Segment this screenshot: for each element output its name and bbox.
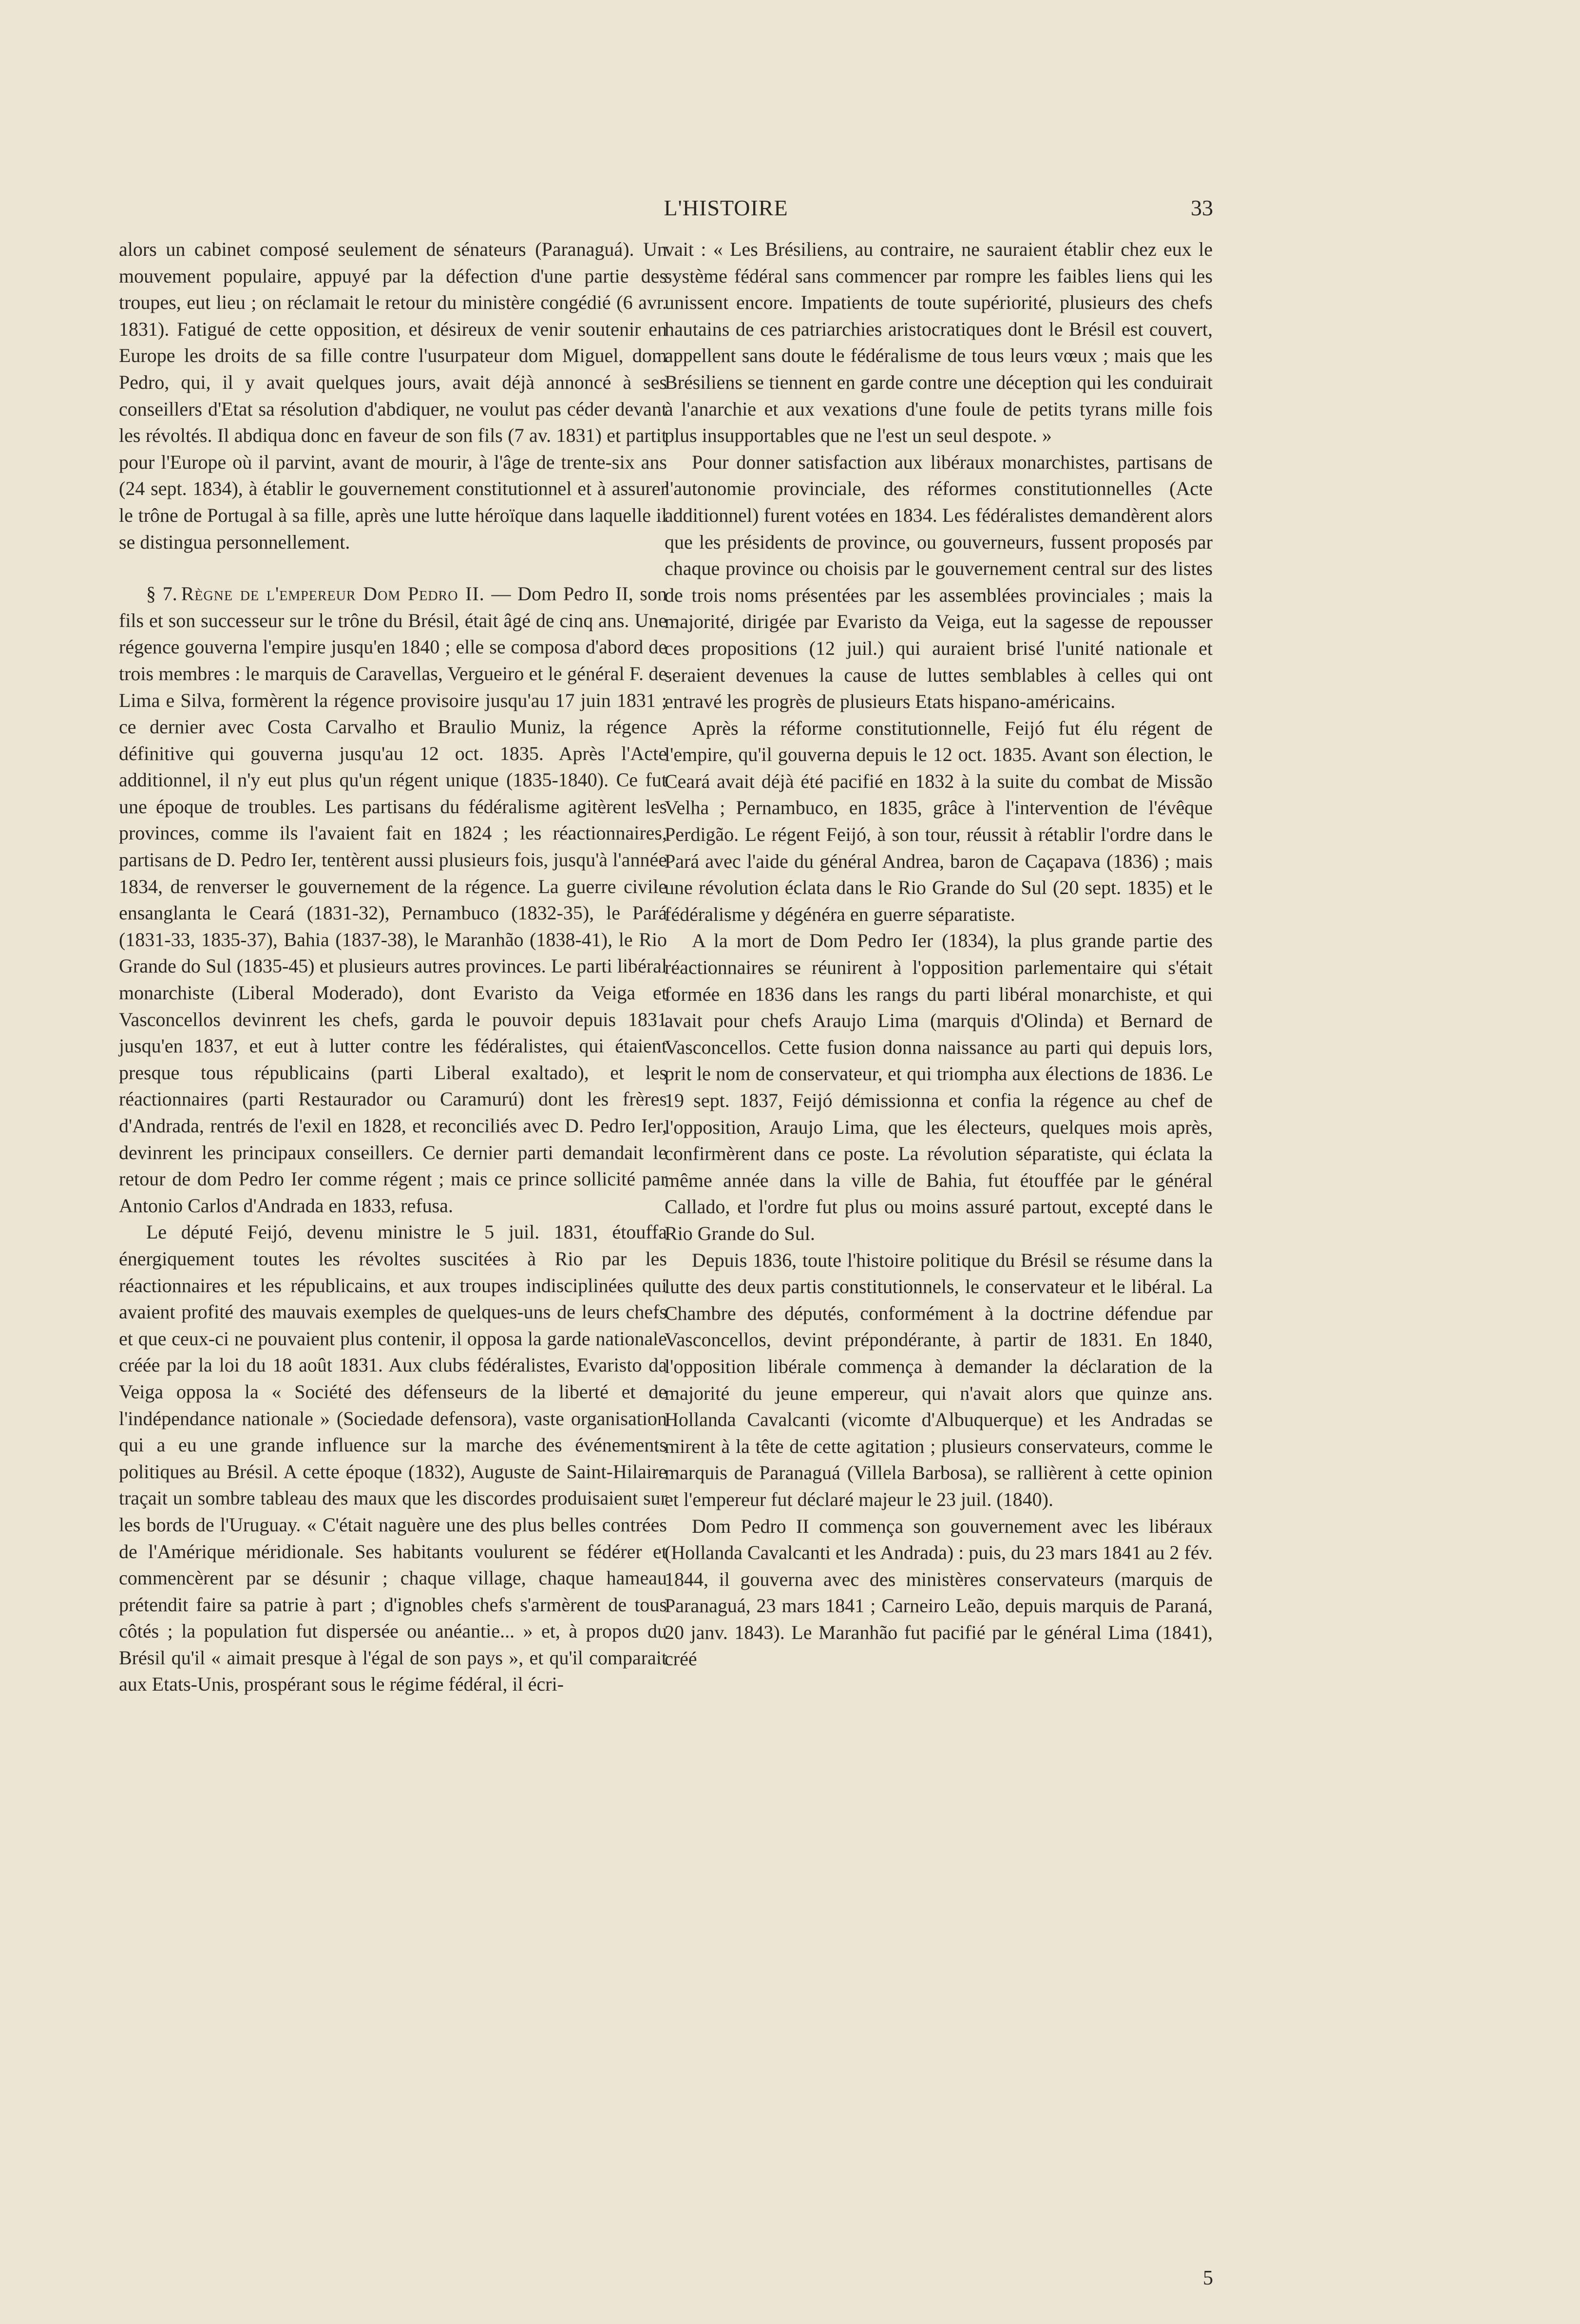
- paragraph: alors un cabinet composé seulement de sénateurs (Paranaguá). Un mouvement populaire, appuyé par la défection d'une partie des troupes, eut lieu ; on réclamait le retour du ministère congédié (6 avr. 1831). Fatigué de cette opposition, et désireux de venir soutenir en Europe les droits de sa fille contre l'usurpateur dom Miguel, dom Pedro, qui, il y avait quelques jours, avait déjà annoncé à ses conseillers d'Etat sa résolution d'abdiquer, ne voulut pas céder devant les révoltés. Il abdiqua donc en faveur de son fils (7 av. 1831) et partit pour l'Europe où il parvint, avant de mourir, à l'âge de trente-six ans (24 sept. 1834), à établir le gouvernement constitutionnel et à assurer le trône de Portugal à sa fille, après une lutte héroïque dans laquelle il se distingua personnellement.: [119, 238, 667, 553]
- paragraph: A la mort de Dom Pedro Ier (1834), la plus grande partie des réactionnaires se réunirent à l'opposition parlementaire qui s'était formée en 1836 dans les rangs du parti libéral monarchiste, et qui avait pour chefs Araujo Lima (marquis d'Olinda) et Bernard de Vasconcellos. Cette fusion donna naissance au parti qui depuis lors, prit le nom de conservateur, et qui triompha aux élections de 1836. Le 19 sept. 1837, Feijó démissionna et confia la régence au chef de l'opposition, Araujo Lima, que les électeurs, quelques mois après, confirmèrent dans ce poste. La révolution séparatiste, qui éclata la même année dans la ville de Bahia, fut étouffée par le général Callado, et l'ordre fut plus ou moins assuré partout, excepté dans le Rio Grande do Sul.: [665, 930, 1213, 1244]
- paragraph: Le député Feijó, devenu ministre le 5 juil. 1831, étouffa énergiquement toutes les révoltes suscitées à Rio par les réactionnaires et les républicains, et aux troupes indisciplinées qui avaient profité des mauvais exemples de quelques-uns de leurs chefs et que ceux-ci ne pouvaient plus contenir, il opposa la garde nationale créée par la loi du 18 août 1831. Aux clubs fédéralistes, Evaristo da Veiga opposa la « Société des défenseurs de la liberté et de l'indépendance nationale » (Sociedade defensora), vaste organisation qui a eu une grande influence sur la marche des événements politiques au Brésil. A cette époque (1832), Auguste de Saint-Hilaire traçait un sombre tableau des maux que les discordes produisaient sur les bords de l'Uruguay. « C'était naguère une des plus belles contrées de l'Amérique méridionale. Ses habitants voulurent se fédérer et commencèrent par se désunir ; chaque village, chaque hameau prétendit faire sa patrie à part ; d'ignobles chefs s'armèrent de tous côtés ; la population fut dispersée ou anéantie... » et, à propos du Brésil qu'il « aimait presque à l'égal de son pays », et qu'il comparait aux Etats-Unis, prospérant sous le régime fédéral, il écri-: [119, 1221, 667, 1695]
- page-number: 33: [1191, 195, 1213, 220]
- section-paragraph: [119, 581, 667, 1219]
- paragraph: Dom Pedro II commença son gouvernement avec les libéraux (Hollanda Cavalcanti et les Andrada) : puis, du 23 mars 1841 au 2 fév. 1844, il gouverna avec des ministères conservateurs (marquis de Paranaguá, 23 mars 1841 ; Carneiro Leão, depuis marquis de Paraná, 20 janv. 1843). Le Maranhão fut pacifié par le général Lima (1841), créé: [665, 1515, 1213, 1670]
- section-heading: Règne de l'empereur Dom Pedro II.: [181, 583, 485, 605]
- left-column: [119, 236, 667, 1698]
- paragraph: Après la réforme constitutionnelle, Feijó fut élu régent de l'empire, qu'il gouverna depuis le 12 oct. 1835. Avant son élection, le Ceará avait déjà été pacifié en 1832 à la suite du combat de Missão Velha ; Pernambuco, en 1835, grâce à l'intervention de l'évêque Perdigão. Le régent Feijó, à son tour, réussit à rétablir l'ordre dans le Pará avec l'aide du général Andrea, baron de Caçapava (1836) ; mais une révolution éclata dans le Rio Grande do Sul (20 sept. 1835) et le fédéralisme y dégénéra en guerre séparatiste.: [665, 717, 1213, 925]
- running-title: L'HISTOIRE: [664, 195, 788, 220]
- paragraph: Depuis 1836, toute l'histoire politique du Brésil se résume dans la lutte des deux partis constitutionnels, le conservateur et le libéral. La Chambre des députés, conformément à la doctrine défendue par Vasconcellos, devint prépondérante, à partir de 1831. En 1840, l'opposition libérale commença à demander la déclaration de la majorité du jeune empereur, qui n'avait alors que quinze ans. Hollanda Cavalcanti (vicomte d'Albuquerque) et les Andradas se mirent à la tête de cette agitation ; plusieurs conservateurs, comme le marquis de Paranaguá (Villela Barbosa), se rallièrent à cette opinion et l'empereur fut déclaré majeur le 23 juil. (1840).: [665, 1249, 1213, 1510]
- right-column: [665, 236, 1213, 1673]
- page-header: [0, 195, 1580, 234]
- paragraph: Pour donner satisfaction aux libéraux monarchistes, partisans de l'autonomie provinciale, des réformes constitutionnelles (Acte additionnel) furent votées en 1834. Les fédéralistes demandèrent alors que les présidents de province, ou gouverneurs, fussent proposés par chaque province ou choisis par le gouvernement central sur des listes de trois noms présentées par les assemblées provinciales ; mais la majorité, dirigée par Evaristo da Veiga, eut la sagesse de repousser ces propositions (12 juil.) qui auraient brisé l'unité nationale et seraient devenues la cause de luttes semblables à celles qui ont entravé les progrès de plusieurs Etats hispano-américains.: [665, 451, 1213, 713]
- section-body: — Dom Pedro II, son fils et son successeur sur le trône du Brésil, était âgé de cinq ans. Une régence gouverna l'empire jusqu'en 1840 ; elle se composa d'abord de trois membres : le marquis de Caravellas, Vergueiro et le général F. de Lima e Silva, formèrent la régence provisoire jusqu'au 17 juin 1831 ; ce dernier avec Costa Carvalho et Braulio Muniz, la régence définitive qui gouverna jusqu'au 12 oct. 1835. Après l'Acte additionnel, il n'y eut plus qu'un régent unique (1835-1840). Ce fut une époque de troubles. Les partisans du fédéralisme agitèrent les provinces, comme ils l'avaient fait en 1824 ; les réactionnaires, partisans de D. Pedro Ier, tentèrent aussi plusieurs fois, jusqu'à l'année 1834, de renverser le gouvernement de la régence. La guerre civile ensanglanta le Ceará (1831-32), Pernambuco (1832-35), le Pará (1831-33, 1835-37), Bahia (1837-38), le Maranhão (1838-41), le Rio Grande do Sul (1835-45) et plusieurs autres provinces. Le parti libéral monarchiste (Liberal Moderado), dont Evaristo da Veiga et Vasconcellos devinrent les chefs, garda le pouvoir depuis 1831 jusqu'en 1837, et eut à lutter contre les fédéralistes, qui étaient presque tous républicains (parti Liberal exaltado), et les réactionnaires (parti Restaurador ou Caramurú) dont les frères d'Andrada, rentrés de l'exil en 1828, et reconciliés avec D. Pedro Ier, devinrent les principaux conseillers. Ce dernier parti demandait le retour de dom Pedro Ier comme régent ; mais ce prince sollicité par Antonio Carlos d'Andrada en 1833, refusa.: [119, 583, 667, 1217]
- paragraph: vait : « Les Brésiliens, au contraire, ne sauraient établir chez eux le système fédéral sans commencer par rompre les faibles liens qui les unissent encore. Impatients de toute supériorité, plusieurs des chefs hautains de ces patriarchies aristocratiques dont le Brésil est couvert, appellent sans doute le fédéralisme de tous leurs vœux ; mais que les Brésiliens se tiennent en garde contre une déception qui les conduirait à l'anarchie et aux vexations d'une foule de petits tyrans mille fois plus insupportables que ne l'est un seul despote. »: [665, 238, 1213, 447]
- signature-mark: 5: [1203, 2267, 1213, 2289]
- section-number: § 7.: [146, 583, 177, 605]
